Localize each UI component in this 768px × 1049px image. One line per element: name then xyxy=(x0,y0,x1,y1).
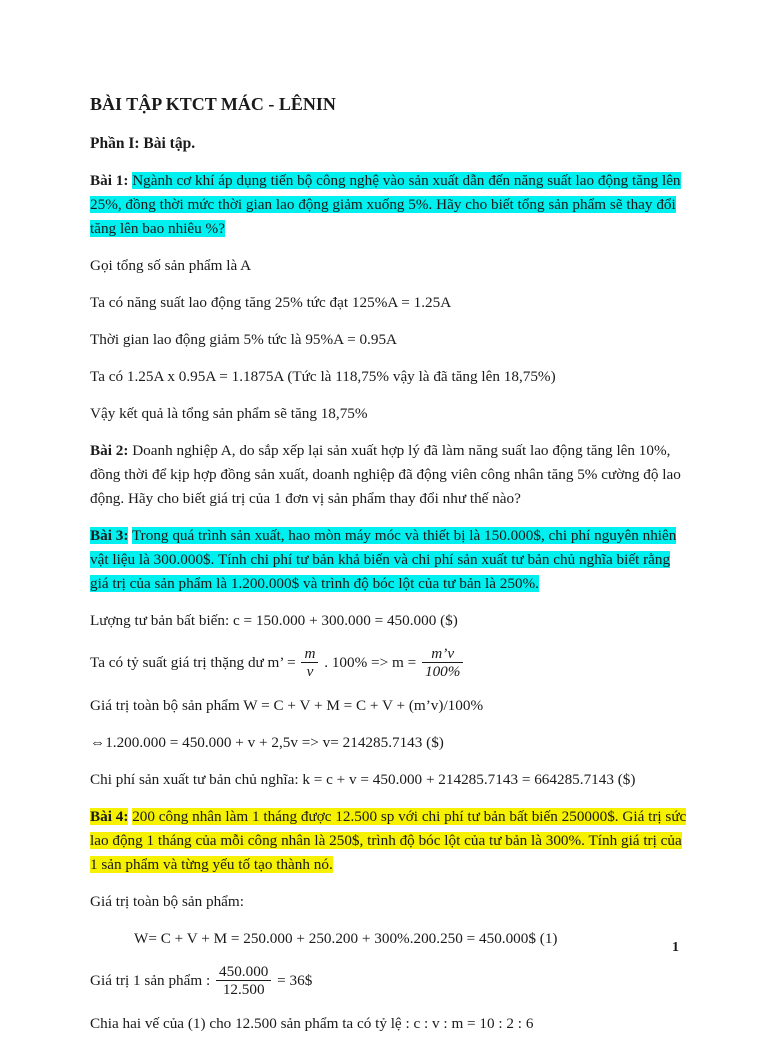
formula-text: = 36$ xyxy=(277,971,313,989)
exercise-2-text: Doanh nghiệp A, do sắp xếp lại sản xuất hợp lý đã làm năng suất lao động tăng lên 10%, đồng thời để kịp hợp đồng sản xuất, doanh nghiệp đã động viên công nhân tăng 5% cường độ lao động. Hãy cho biết giá trị của 1 đơn vị sản phẩm thay đổi như thế nào? xyxy=(90,442,681,507)
exercise-4-text: 200 công nhân làm 1 tháng được 12.500 sp với chi phí tư bản bất biến 250000$. Giá trị sức lao động 1 tháng của mỗi công nhân là 250$, trình độ bóc lột của tư bản là 300%. Tính giá trị của 1 sản phẩm và từng yếu tố tạo thành nó. xyxy=(90,808,687,873)
exercise-4-line: Giá trị toàn bộ sản phẩm: xyxy=(90,893,244,910)
exercise-4-label: Bài 4: xyxy=(90,808,129,825)
fraction xyxy=(301,645,318,680)
exercise-3-line: ⇔1.200.000 = 450.000 + v + 2,5v => v= 214285.7143 ($) xyxy=(90,734,444,751)
exercise-4-equation: W= C + V + M = 250.000 + 250.200 + 300%.200.250 = 450.000$ (1) xyxy=(134,930,558,947)
exercise-3-line: Lượng tư bản bất biến: c = 150.000 + 300.000 = 450.000 ($) xyxy=(90,612,458,629)
exercise-4-fraction-line xyxy=(90,964,690,999)
exercise-1-line: Ta có năng suất lao động tăng 25% tức đạt 125%A = 1.25A xyxy=(90,294,452,311)
exercise-3-question xyxy=(90,524,690,596)
fraction-denominator: v xyxy=(306,663,314,680)
exercise-3-line: Giá trị toàn bộ sản phẩm W = C + V + M = C + V + (m’v)/100% xyxy=(90,697,484,714)
exercise-1-label: Bài 1: xyxy=(90,172,129,189)
section-heading: Phần I: Bài tập. xyxy=(90,135,196,152)
exercise-1-line: Gọi tổng số sản phẩm là A xyxy=(90,257,252,274)
exercise-1-line: Vậy kết quả là tổng sản phẩm sẽ tăng 18,75% xyxy=(90,405,368,422)
formula-text: . 100% => m = xyxy=(324,653,417,671)
exercise-1-question xyxy=(90,169,690,241)
exercise-2-question xyxy=(90,439,690,511)
fraction-numerator: m xyxy=(301,645,318,663)
exercise-1-text: Ngành cơ khí áp dụng tiến bộ công nghệ vào sản xuất dẫn đến năng suất lao động tăng lên 25%, đồng thời mức thời gian lao động giảm xuống 5%. Hãy cho biết tổng sản phẩm sẽ thay đổi tăng lên bao nhiêu %? xyxy=(90,172,681,237)
document-page xyxy=(90,92,690,1049)
exercise-3-label: Bài 3: xyxy=(90,527,129,544)
fraction xyxy=(216,963,271,998)
exercise-1-line: Ta có 1.25A x 0.95A = 1.1875A (Tức là 118,75% vậy là đã tăng lên 18,75%) xyxy=(90,368,556,385)
fraction-denominator: 100% xyxy=(424,663,461,680)
fraction-numerator: 450.000 xyxy=(216,963,271,981)
exercise-1-line: Thời gian lao động giảm 5% tức là 95%A = 0.95A xyxy=(90,331,398,348)
fraction-denominator: 12.500 xyxy=(222,981,265,998)
formula-text: Ta có tỷ suất giá trị thặng dư m’ = xyxy=(90,653,296,671)
fraction xyxy=(422,645,463,680)
fraction-numerator: m’v xyxy=(422,645,463,663)
exercise-3-formula-line xyxy=(90,646,690,681)
document-title: BÀI TẬP KTCT MÁC - LÊNIN xyxy=(90,94,336,114)
exercise-4-question xyxy=(90,805,690,877)
exercise-3-line: Chi phí sản xuất tư bản chủ nghĩa: k = c + v = 450.000 + 214285.7143 = 664285.7143 ($) xyxy=(90,771,636,788)
exercise-4-line: Chia hai vế của (1) cho 12.500 sản phẩm ta có tỷ lệ : c : v : m = 10 : 2 : 6 xyxy=(90,1015,534,1032)
formula-text: Giá trị 1 sản phẩm : xyxy=(90,971,211,989)
exercise-3-text: Trong quá trình sản xuất, hao mòn máy móc và thiết bị là 150.000$, chi phí nguyên nhiên vật liệu là 300.000$. Tính chi phí tư bản khả biến và chi phí sản xuất tư bản chủ nghĩa biết rằng giá trị của sản phẩm là 1.200.000$ và trình độ bóc lột của tư bản là 250%. xyxy=(90,527,677,592)
exercise-2-label: Bài 2: xyxy=(90,442,129,459)
page-number: 1 xyxy=(672,940,679,955)
